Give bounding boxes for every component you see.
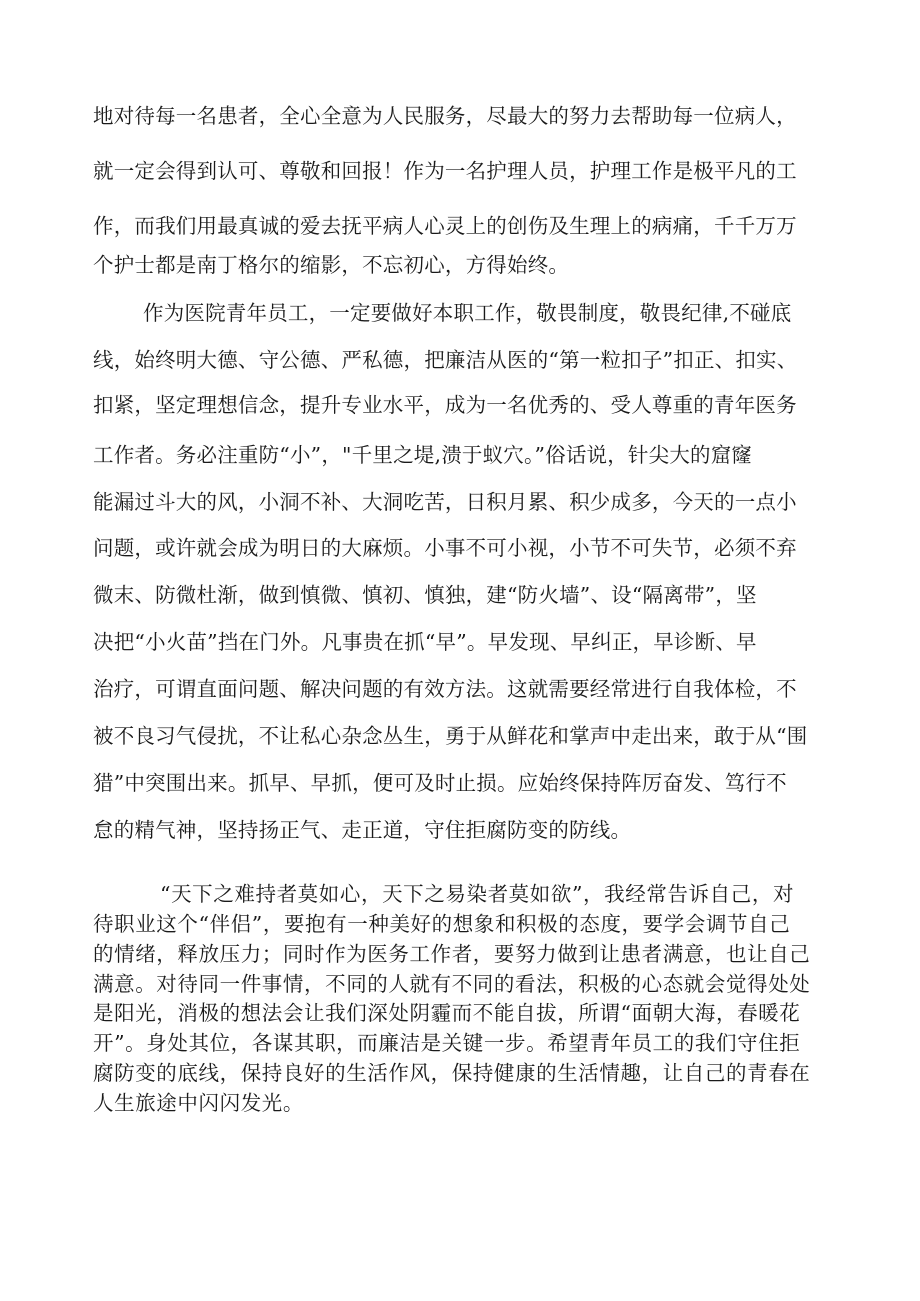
text-line: 的情绪，释放压力；同时作为医务工作者，要努力做到让患者满意，也让自己 xyxy=(93,942,811,966)
text-line: 就一定会得到认可、尊敬和回报！作为一名护理人员，护理工作是极平凡的工 xyxy=(93,159,797,183)
text-line: 治疗，可谓直面问题、解决问题的有效方法。这就需要经常进行自我体检，不 xyxy=(93,677,797,701)
text-line: 作为医院青年员工，一定要做好本职工作，敬畏制度，敬畏纪律,不碰底 xyxy=(143,301,792,325)
text-line: 是阳光，消极的想法会让我们深处阴霾而不能自拔，所谓“面朝大海，春暖花 xyxy=(93,1001,801,1025)
text-line: 微末、防微杜渐，做到慎微、慎初、慎独，建“防火墙”、设“隔离带”，坚 xyxy=(93,583,757,607)
text-line: 开”。身处其位，各谋其职，而廉洁是关键一步。希望青年员工的我们守住拒 xyxy=(93,1031,801,1055)
text-line: 人生旅途中闪闪发光。 xyxy=(93,1091,304,1115)
text-line: 腐防变的底线，保持良好的生活作风，保持健康的生活情趣，让自己的青春在 xyxy=(93,1061,811,1085)
text-line: 能漏过斗大的风，小洞不补、大洞吃苦，日积月累、积少成多，今天的一点小 xyxy=(93,490,797,514)
text-line: 问题，或许就会成为明日的大麻烦。小事不可小视，小节不可失节，必须不弃 xyxy=(93,536,797,560)
text-line: 工作者。务必注重防“小”，"千里之堤,溃于蚁穴。”俗话说，针尖大的窟窿 xyxy=(93,443,753,467)
text-line: 猎”中突围出来。抓早、早抓，便可及时止损。应始终保持阵厉奋发、笃行不 xyxy=(93,771,787,795)
text-line: 个护士都是南丁格尔的缩影，不忘初心，方得始终。 xyxy=(93,253,570,277)
text-line: 满意。对待同一件事情，不同的人就有不同的看法，积极的心态就会觉得处处 xyxy=(93,972,811,996)
text-line: “天下之难持者莫如心，天下之易染者莫如欲”，我经常告诉自己，对 xyxy=(160,882,795,906)
text-line: 作，而我们用最真诚的爱去抚平病人心灵上的创伤及生理上的病痛，千千万万 xyxy=(93,214,797,238)
text-line: 决把“小火苗”挡在门外。凡事贵在抓“早”。早发现、早纠正，早诊断、早 xyxy=(93,630,757,654)
text-line: 线，始终明大德、守公德、严私德，把廉洁从医的“第一粒扣子”扣正、扣实、 xyxy=(93,348,798,372)
text-line: 待职业这个“伴侣”，要抱有一种美好的想象和积极的态度，要学会调节自己 xyxy=(93,912,791,936)
text-line: 怠的精气神，坚持扬正气、走正道，守住拒腐防变的防线。 xyxy=(93,818,632,842)
text-line: 地对待每一名患者，全心全意为人民服务，尽最大的努力去帮助每一位病人， xyxy=(93,104,797,128)
text-line: 被不良习气侵扰，不让私心杂念丛生，勇于从鲜花和掌声中走出来，敢于从“围 xyxy=(93,724,808,748)
text-line: 扣紧，坚定理想信念，提升专业水平，成为一名优秀的、受人尊重的青年医务 xyxy=(93,393,797,417)
